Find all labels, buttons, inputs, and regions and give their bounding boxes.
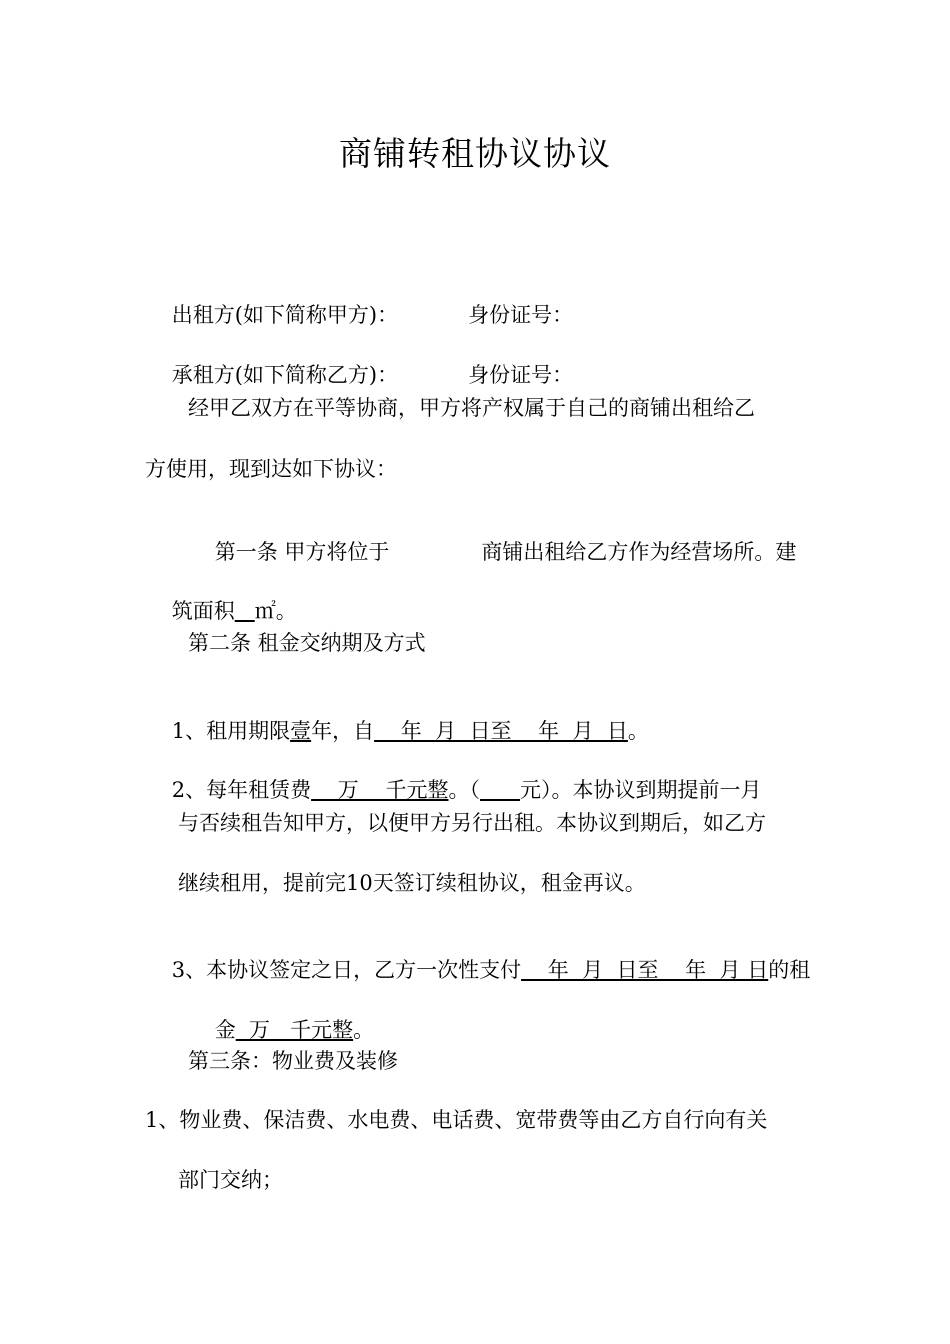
lessee-id-label: 身份证号： (468, 363, 574, 387)
term-label: 1、租用期限 (171, 719, 291, 743)
rent-text-c: 元）。本协议到期提前一月 (520, 778, 762, 802)
payment-line2-a: 金 (214, 1018, 236, 1042)
article3-heading: 第三条：物业费及装修 (188, 1049, 398, 1073)
area-unit: ㎡。 (254, 599, 297, 623)
area-label: 筑面积 (171, 599, 235, 623)
page-title: 商铺转租协议协议 (339, 134, 611, 173)
payment-dates: 年 月 日至 年 月 日 (521, 958, 769, 982)
article1-text-b: 商铺出租给乙方作为经营场所。建 (481, 540, 797, 564)
article2-item-2-line-3: 继续租用，提前完10天签订续租协议，租金再议。 (178, 871, 646, 895)
term-end: 。 (627, 719, 649, 743)
article3-item-1: 1、物业费、保洁费、水电费、电话费、宽带费等由乙方自行向有关 (145, 1108, 768, 1132)
payment-line2-b: 。 (353, 1018, 375, 1042)
intro-line-1: 经甲乙双方在平等协商，甲方将产权属于自己的商铺出租给乙 (188, 396, 755, 420)
payment-label: 3、本协议签定之日，乙方一次性支付 (171, 958, 522, 982)
rent-yuan-blank (480, 778, 520, 802)
article1-text-a: 第一条 甲方将位于 (214, 540, 390, 564)
lessee-label: 承租方(如下简称乙方)： (171, 363, 399, 387)
term-from: 年，自 (311, 719, 375, 743)
intro-line-2: 方使用，现到达如下协议： (145, 457, 397, 481)
lessor-label: 出租方(如下简称甲方)： (171, 303, 399, 327)
payment-amount: 万 千元整 (235, 1018, 354, 1042)
article2-heading: 第二条 租金交纳期及方式 (188, 631, 426, 655)
rent-label: 2、每年租赁费 (171, 778, 312, 802)
rent-amount: 万 千元整 (311, 778, 449, 802)
payment-text-b: 的租 (768, 958, 811, 982)
article2-item-2-line-2: 与否续租告知甲方，以便甲方另行出租。本协议到期后，如乙方 (178, 811, 766, 835)
article3-item-1-line-2: 部门交纳； (178, 1168, 283, 1192)
lessor-id-label: 身份证号： (468, 303, 574, 327)
term-dates: 年 月 日至 年 月 日 (374, 719, 628, 743)
area-blank (235, 599, 255, 623)
term-years: 壹 (290, 719, 312, 743)
rent-paren-open: 。（ (448, 778, 480, 802)
